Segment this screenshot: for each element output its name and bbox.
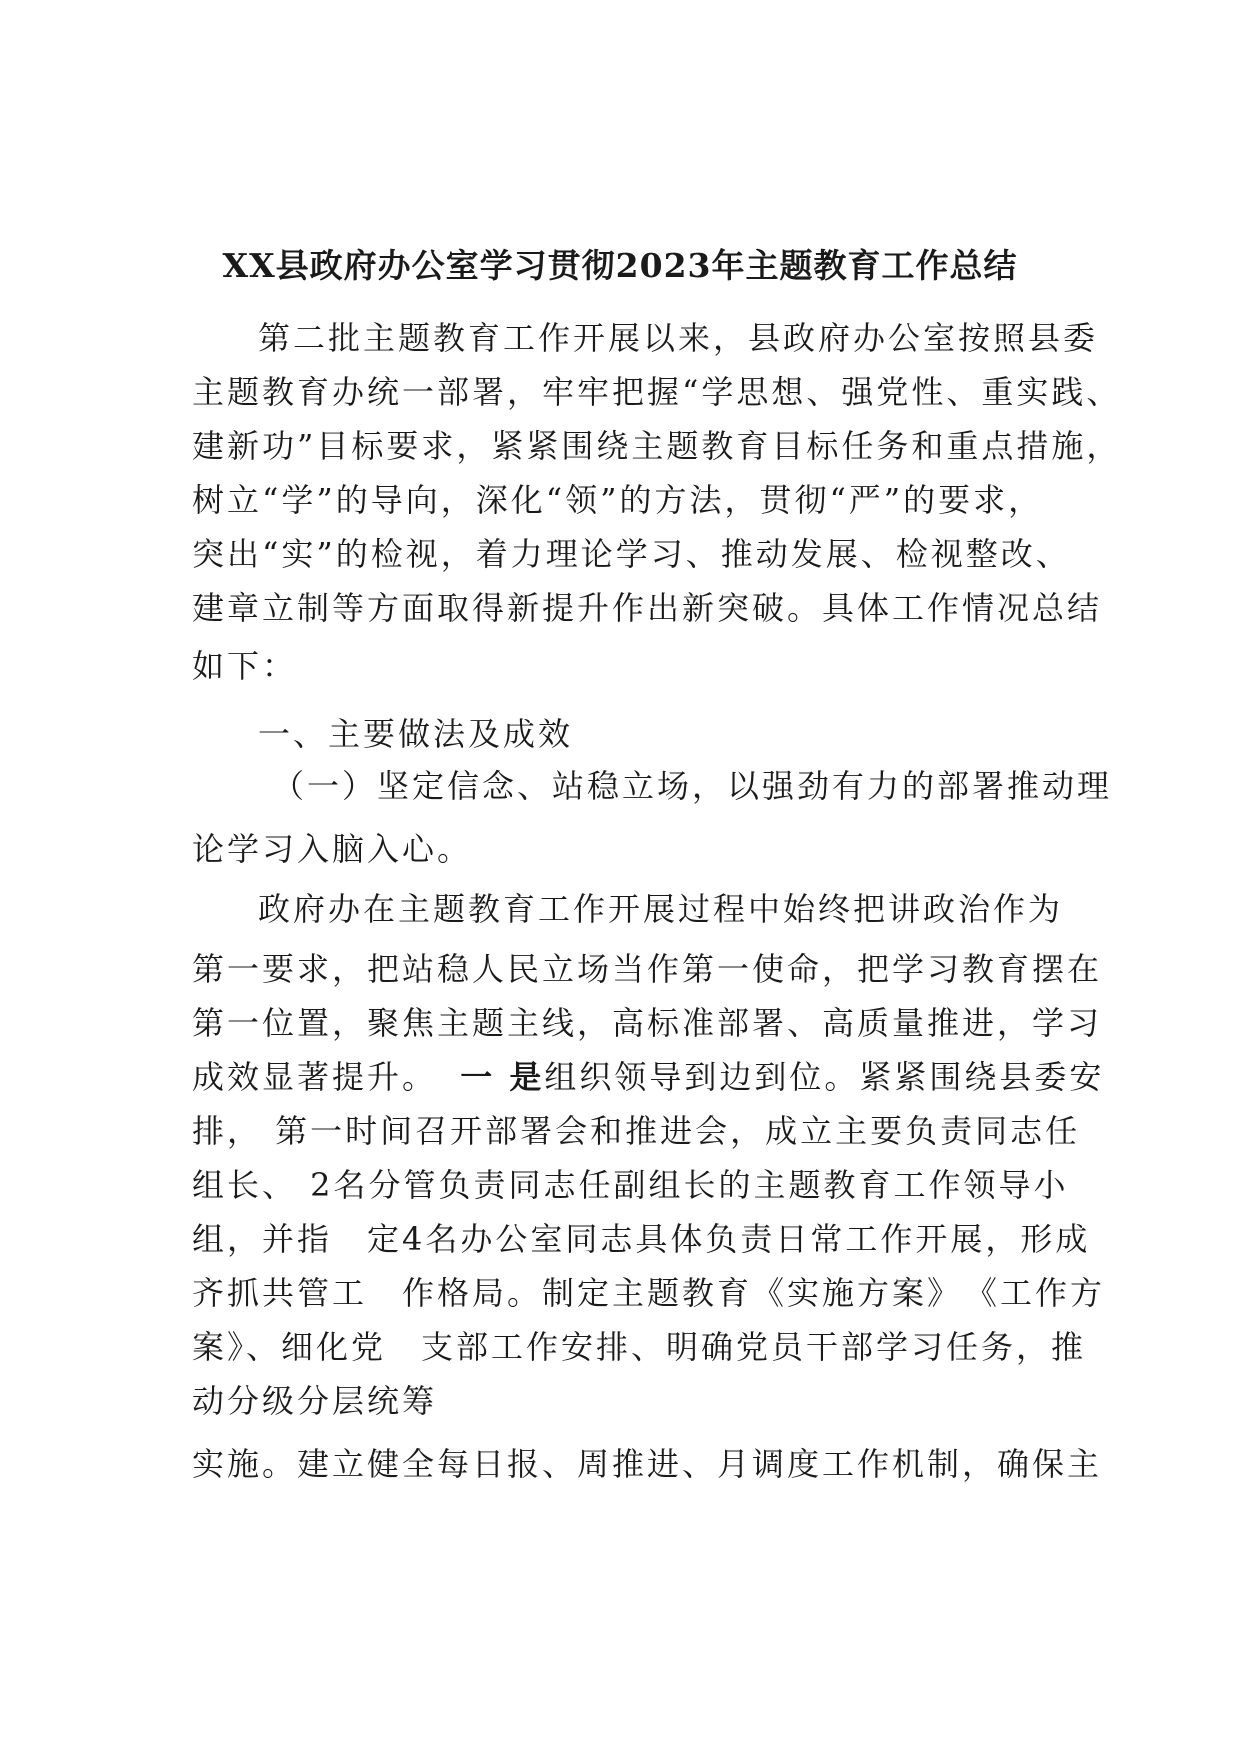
paragraph-line: 建新功”目标要求，紧紧围绕主题教育目标任务和重点措施， [192, 427, 1122, 465]
subsection-heading: 论学习入脑入心。 [192, 830, 473, 868]
subsection-heading: （一）坚定信念、站稳立场，以强劲有力的部署推动理 [272, 767, 1113, 805]
paragraph-line: 动分级分层统筹 [192, 1382, 438, 1420]
paragraph-line: 建章立制等方面取得新提升作出新突破。具体工作情况总结 [192, 589, 1103, 627]
paragraph-line: 第一位置，聚焦主题主线，高标准部署、高质量推进，学习 [192, 1004, 1103, 1042]
paragraph-text: 组织领导到边到位。紧紧围绕县委安 [544, 1058, 1105, 1096]
paragraph-line: 突出“实”的检视，着力理论学习、推动发展、检视整改、 [192, 535, 1071, 573]
document-title: XX县政府办公室学习贯彻2023年主题教育工作总结 [222, 246, 1018, 285]
paragraph-line: 组长、 2名分管负责同志任副组长的主题教育工作领导小 [192, 1166, 1069, 1204]
paragraph-line: 树立“学”的导向，深化“领”的方法，贯彻“严”的要求， [192, 481, 1044, 519]
paragraph-line: 案》、细化党 支部工作安排、明确党员干部学习任务，推 [192, 1328, 1087, 1366]
section-heading: 一、主要做法及成效 [258, 715, 574, 753]
bold-ordinal: 一 是 [460, 1058, 545, 1096]
paragraph-line: 齐抓共管工 作格局。制定主题教育《实施方案》 《工作方 [192, 1274, 1106, 1312]
paragraph-text: 成效显著提升。 [192, 1058, 438, 1096]
paragraph-line: 政府办在主题教育工作开展过程中始终把讲政治作为 [258, 890, 1064, 928]
paragraph-line: 排， 第一时间召开部署会和推进会，成立主要负责同志任 [192, 1112, 1081, 1150]
paragraph-line: 第一要求，把站稳人民立场当作第一使命，把学习教育摆在 [192, 950, 1103, 988]
paragraph-line: 组，并指 定4名办公室同志具体负责日常工作开展，形成 [192, 1220, 1091, 1258]
paragraph-line: 主题教育办统一部署，牢牢把握“学思想、强党性、重实践、 [192, 373, 1122, 411]
paragraph-line: 第二批主题教育工作开展以来，县政府办公室按照县委 [258, 319, 1099, 357]
paragraph-line [192, 1058, 1105, 1096]
paragraph-line: 实施。建立健全每日报、周推进、月调度工作机制，确保主 [192, 1445, 1103, 1483]
paragraph-line: 如下： [192, 647, 298, 685]
